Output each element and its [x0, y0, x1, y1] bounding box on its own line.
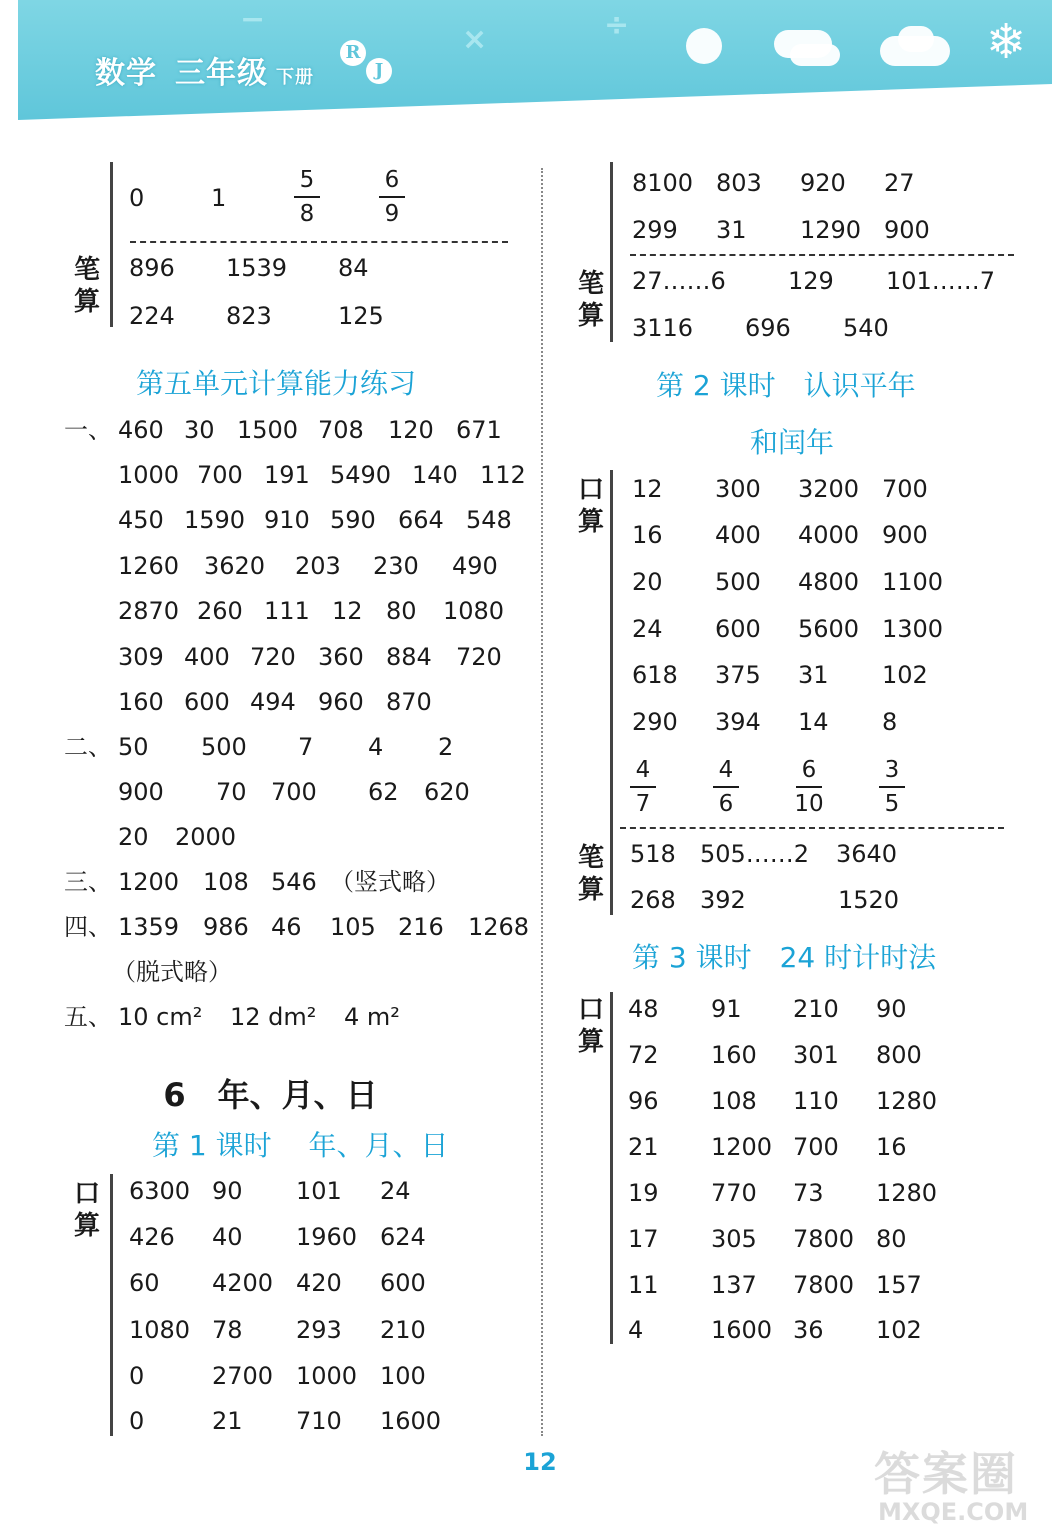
answer-value: 394	[715, 708, 761, 736]
bisuan-label-2: 算	[577, 875, 604, 905]
answer-value: 84	[338, 254, 369, 282]
answer-value: 21	[212, 1407, 243, 1435]
answer-value: 129	[788, 267, 834, 295]
answer-value: 1300	[882, 615, 944, 643]
answer-value: 293	[296, 1316, 342, 1344]
answer-value: 1960	[296, 1223, 358, 1251]
answer-value: 290	[632, 708, 678, 736]
answer-value: 140	[412, 461, 458, 489]
right-bisuan-bar	[610, 162, 613, 342]
answer-value: 3620	[204, 552, 266, 580]
answer-value: 700	[271, 778, 317, 806]
answer-value: 27	[884, 169, 915, 197]
answer-value: 80	[876, 1225, 907, 1253]
answer-value: 101	[296, 1177, 342, 1205]
answer-value: 1000	[296, 1362, 358, 1390]
bisuan-label-1: 笔	[577, 269, 604, 299]
answer-value: 60	[129, 1269, 160, 1297]
fraction	[626, 758, 660, 816]
divide-decoration: ÷	[604, 8, 630, 43]
answer-value: 260	[197, 597, 243, 625]
kousuan-label-2: 算	[73, 1211, 100, 1241]
question-label: 二、	[64, 733, 112, 761]
answer-value: 664	[398, 506, 444, 534]
answer-value: 700	[793, 1133, 839, 1161]
fraction-denominator: 9	[384, 201, 400, 227]
answer-value: 803	[716, 169, 762, 197]
answer-value: 1200	[711, 1133, 773, 1161]
answer-value: 10 cm²	[118, 1003, 203, 1031]
answer-value: 101……7	[886, 267, 996, 295]
answer-value: 7	[298, 733, 314, 761]
answer-value: 920	[800, 169, 846, 197]
answer-value: 910	[264, 506, 310, 534]
answer-value: 1100	[882, 568, 944, 596]
answer-value: 896	[129, 254, 175, 282]
answer-value: 1600	[711, 1316, 773, 1344]
fraction-numerator: 4	[635, 757, 651, 783]
answer-value: 111	[264, 597, 310, 625]
answer-value: 16	[876, 1133, 907, 1161]
answer-value: 600	[380, 1269, 426, 1297]
answer-value: 16	[632, 521, 663, 549]
answer-value: 110	[793, 1087, 839, 1115]
answer-value: 11	[628, 1271, 659, 1299]
answer-value: 1080	[129, 1316, 191, 1344]
answer-value: 78	[212, 1316, 243, 1344]
answer-value: 7800	[793, 1225, 855, 1253]
answer-value: 20	[632, 568, 663, 596]
question-label: 三、	[64, 868, 112, 896]
lesson3-bar	[610, 992, 613, 1344]
kousuan-label-2: 算	[577, 1027, 604, 1057]
fraction-numerator: 3	[884, 757, 900, 783]
answer-value: 1200	[118, 868, 180, 896]
answer-value: 4 m²	[344, 1003, 400, 1031]
fraction-numerator: 6	[801, 757, 817, 783]
answer-value: 203	[295, 552, 341, 580]
answer-value: 2700	[212, 1362, 274, 1390]
answer-value: 7800	[793, 1271, 855, 1299]
answer-value: 400	[715, 521, 761, 549]
badge-j: J	[366, 58, 392, 84]
answer-value: 1280	[876, 1179, 938, 1207]
answer-value: 720	[250, 643, 296, 671]
answer-value: 6300	[129, 1177, 191, 1205]
answer-value: 160	[711, 1041, 757, 1069]
watermark-text: 答案圈	[874, 1447, 1018, 1501]
answer-value: 1600	[380, 1407, 442, 1435]
answer-value: 870	[386, 688, 432, 716]
answer-value: 108	[203, 868, 249, 896]
answer-value: 426	[129, 1223, 175, 1251]
multiply-decoration: ×	[462, 22, 488, 57]
answer-value: 73	[793, 1179, 824, 1207]
answer-value: 8	[882, 708, 898, 736]
watermark-url: MXQE.COM	[878, 1498, 1029, 1526]
minus-decoration: −	[240, 2, 266, 37]
answer-value: 210	[380, 1316, 426, 1344]
answer-value: 4000	[798, 521, 860, 549]
fraction-numerator: 6	[384, 167, 400, 193]
answer-value: 800	[876, 1041, 922, 1069]
answer-value: 70	[216, 778, 247, 806]
answer-value: 12	[332, 597, 363, 625]
answer-value: 105	[330, 913, 376, 941]
page-number: 12	[523, 1448, 557, 1476]
answer-value: 17	[628, 1225, 659, 1253]
answer-value: 12 dm²	[230, 1003, 317, 1031]
answer-value: 90	[876, 995, 907, 1023]
answer-value: 1260	[118, 552, 180, 580]
answer-value: 3640	[836, 840, 898, 868]
question-label: 一、	[64, 416, 112, 444]
answer-value: 490	[452, 552, 498, 580]
answer-value: 500	[201, 733, 247, 761]
dashed-divider	[130, 241, 508, 243]
lesson3-title: 第 3 课时 24 时计时法	[632, 941, 937, 974]
answer-value: 4	[368, 733, 384, 761]
answer-value: 120	[388, 416, 434, 444]
answer-value: 505……2	[700, 840, 810, 868]
answer-value: 3200	[798, 475, 860, 503]
answer-value: 102	[876, 1316, 922, 1344]
answer-value: 360	[318, 643, 364, 671]
answer-value: 375	[715, 661, 761, 689]
answer-value: 31	[716, 216, 747, 244]
answer-value: 884	[386, 643, 432, 671]
answer-value: 700	[882, 475, 928, 503]
bisuan-label-2: 算	[577, 301, 604, 331]
answer-value: 210	[793, 995, 839, 1023]
fraction	[375, 168, 409, 226]
answer-value: 299	[632, 216, 678, 244]
answer-value: 0	[129, 1362, 145, 1390]
answer-value: 960	[318, 688, 364, 716]
answer-value: 450	[118, 506, 164, 534]
kousuan-label-1: 口	[73, 1179, 100, 1209]
watermark	[868, 1436, 1048, 1532]
answer-value: 102	[882, 661, 928, 689]
answer-value: 305	[711, 1225, 757, 1253]
answer-value: 1520	[838, 886, 900, 914]
answer-value: 1080	[443, 597, 505, 625]
fraction-denominator: 10	[794, 791, 824, 817]
answer-value: 191	[264, 461, 310, 489]
answer-value: 1590	[184, 506, 246, 534]
answer-note: （竖式略）	[330, 868, 450, 896]
lesson2-title-1: 第 2 课时 认识平年	[656, 369, 916, 402]
answer-value: 125	[338, 302, 384, 330]
answer-value: 1539	[226, 254, 288, 282]
answer-value: 696	[745, 314, 791, 342]
bisuan-label-1: 笔	[73, 255, 100, 285]
answer-value: 420	[296, 1269, 342, 1297]
question-label: 四、	[64, 913, 112, 941]
answer-value: 823	[226, 302, 272, 330]
answer-value: 624	[380, 1223, 426, 1251]
lesson2-bar	[610, 470, 613, 915]
answer-value: 0	[129, 1407, 145, 1435]
answer-value: 309	[118, 643, 164, 671]
dashed-divider	[630, 254, 1014, 256]
answer-value: 268	[630, 886, 676, 914]
answer-value: 4	[628, 1316, 644, 1344]
answer-value: 590	[330, 506, 376, 534]
answer-value: 14	[798, 708, 829, 736]
answer-value: 4800	[798, 568, 860, 596]
answer-value: 548	[466, 506, 512, 534]
answer-value: 392	[700, 886, 746, 914]
answer-value: 1290	[800, 216, 862, 244]
answer-value: 301	[793, 1041, 839, 1069]
header-grade: 三年级	[175, 56, 268, 91]
unit6-title: 6 年、月、日	[163, 1076, 378, 1114]
answer-value: 1500	[237, 416, 299, 444]
answer-value: 700	[197, 461, 243, 489]
answer-value: 4200	[212, 1269, 274, 1297]
answer-value: 1280	[876, 1087, 938, 1115]
answer-value: 0	[129, 184, 145, 212]
answer-value: 19	[628, 1179, 659, 1207]
fraction	[875, 758, 909, 816]
kousuan-label-1: 口	[577, 995, 604, 1025]
answer-value: 230	[373, 552, 419, 580]
answer-value: 48	[628, 995, 659, 1023]
bisuan-label-1: 笔	[577, 843, 604, 873]
answer-value: 1268	[468, 913, 530, 941]
answer-value: 108	[711, 1087, 757, 1115]
answer-value: 540	[843, 314, 889, 342]
answer-value: 72	[628, 1041, 659, 1069]
left-bisuan-bar	[110, 162, 113, 327]
answer-value: 1359	[118, 913, 180, 941]
fraction-numerator: 5	[299, 167, 315, 193]
lesson1-title: 第 1 课时 年、月、日	[152, 1129, 449, 1162]
answer-value: 24	[380, 1177, 411, 1205]
answer-value: 40	[212, 1223, 243, 1251]
fraction	[792, 758, 826, 816]
kousuan-label-2: 算	[577, 507, 604, 537]
header-title	[95, 48, 314, 92]
answer-value: 80	[386, 597, 417, 625]
kousuan-label-1: 口	[577, 475, 604, 505]
fraction-denominator: 6	[718, 791, 734, 817]
answer-value: 494	[250, 688, 296, 716]
answer-value: 8100	[632, 169, 694, 197]
answer-value: 300	[715, 475, 761, 503]
answer-value: 100	[380, 1362, 426, 1390]
answer-value: 720	[456, 643, 502, 671]
fraction-denominator: 5	[884, 791, 900, 817]
answer-value: 160	[118, 688, 164, 716]
header-volume: 下册	[276, 67, 314, 88]
answer-value: 224	[129, 302, 175, 330]
question-label: 五、	[64, 1003, 112, 1031]
fraction-denominator: 7	[635, 791, 651, 817]
answer-value: 96	[628, 1087, 659, 1115]
answer-value: 500	[715, 568, 761, 596]
answer-value: 216	[398, 913, 444, 941]
answer-value: 400	[184, 643, 230, 671]
answer-value: 21	[628, 1133, 659, 1161]
answer-value: 710	[296, 1407, 342, 1435]
snowflake-icon: ❄	[986, 14, 1027, 70]
answer-value: 20	[118, 823, 149, 851]
lesson1-kousuan-bar	[110, 1174, 113, 1436]
answer-value: 620	[424, 778, 470, 806]
answer-value: 30	[184, 416, 215, 444]
answer-value: 900	[118, 778, 164, 806]
answer-value: 62	[368, 778, 399, 806]
answer-value: 900	[882, 521, 928, 549]
dashed-divider	[620, 827, 1004, 829]
answer-value: 5490	[330, 461, 392, 489]
answer-value: 2870	[118, 597, 180, 625]
bisuan-label-2: 算	[73, 287, 100, 317]
answer-value: 90	[212, 1177, 243, 1205]
answer-value: 1000	[118, 461, 180, 489]
answer-value: 1	[211, 184, 227, 212]
answer-value: 546	[271, 868, 317, 896]
answer-value: 671	[456, 416, 502, 444]
answer-value: 46	[271, 913, 302, 941]
unit5-title: 第五单元计算能力练习	[136, 367, 417, 400]
answer-value: 27……6	[632, 267, 726, 295]
answer-value: 5600	[798, 615, 860, 643]
answer-value: 157	[876, 1271, 922, 1299]
answer-value: 770	[711, 1179, 757, 1207]
answer-value: 50	[118, 733, 149, 761]
answer-value: 600	[184, 688, 230, 716]
answer-note: （脱式略）	[112, 958, 232, 986]
answer-value: 36	[793, 1316, 824, 1344]
fraction	[709, 758, 743, 816]
fraction-denominator: 8	[299, 201, 315, 227]
answer-value: 12	[632, 475, 663, 503]
answer-value: 24	[632, 615, 663, 643]
answer-value: 600	[715, 615, 761, 643]
fraction	[290, 168, 324, 226]
answer-value: 900	[884, 216, 930, 244]
answer-value: 518	[630, 840, 676, 868]
answer-value: 91	[711, 995, 742, 1023]
answer-value: 31	[798, 661, 829, 689]
sun-icon	[686, 28, 722, 64]
header-subject: 数学	[95, 56, 157, 91]
answer-value: 2000	[175, 823, 237, 851]
badge-r: R	[340, 40, 366, 66]
column-divider	[541, 168, 543, 1436]
answer-value: 137	[711, 1271, 757, 1299]
answer-value: 112	[480, 461, 526, 489]
answer-value: 986	[203, 913, 249, 941]
fraction-numerator: 4	[718, 757, 734, 783]
answer-value: 2	[438, 733, 454, 761]
lesson2-title-2: 和闰年	[750, 426, 835, 459]
answer-value: 618	[632, 661, 678, 689]
answer-value: 3116	[632, 314, 694, 342]
answer-value: 708	[318, 416, 364, 444]
answer-value: 460	[118, 416, 164, 444]
